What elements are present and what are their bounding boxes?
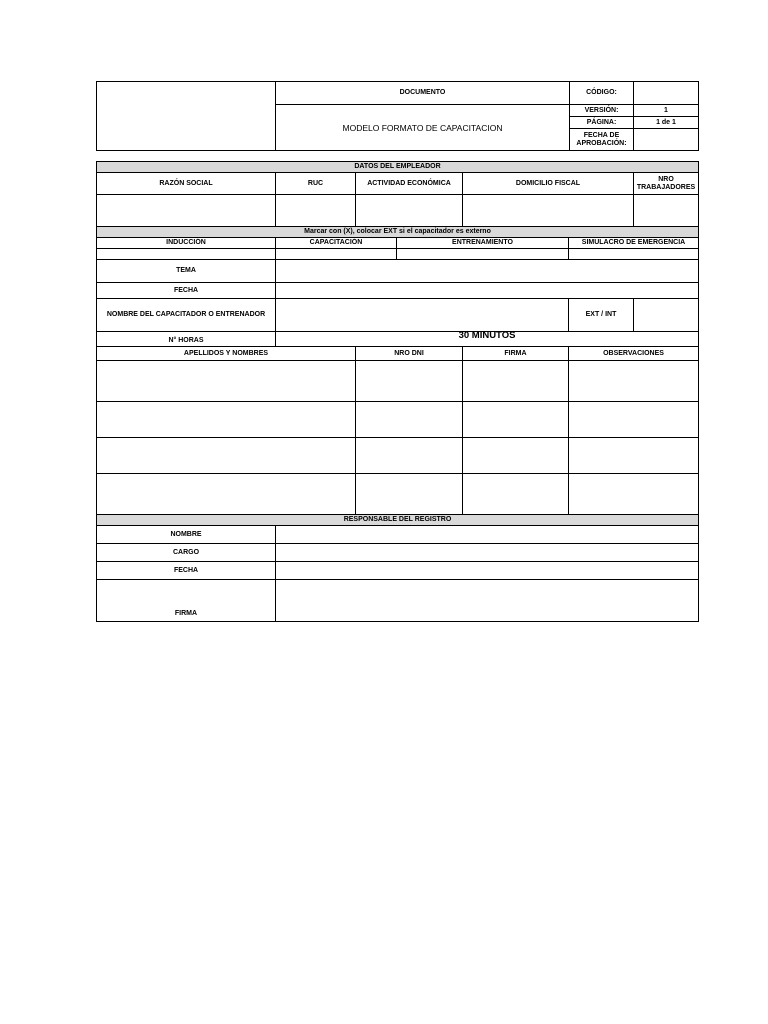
apellidos-nombres-field[interactable] <box>97 474 356 515</box>
domicilio-fiscal-header: DOMICILIO FISCAL <box>463 173 634 195</box>
pagina-label: PÁGINA: <box>570 117 634 129</box>
responsable-fecha-label: FECHA <box>97 562 276 580</box>
firma-field[interactable] <box>463 361 569 402</box>
responsable-firma-label: FIRMA <box>97 580 276 622</box>
actividad-economica-field[interactable] <box>356 195 463 227</box>
capacitacion-mark-field[interactable] <box>276 249 397 260</box>
responsable-firma-field[interactable] <box>276 580 699 622</box>
responsable-section-title: RESPONSABLE DEL REGISTRO <box>97 515 699 526</box>
firma-field[interactable] <box>463 402 569 438</box>
simulacro-option: SIMULACRO DE EMERGENCIA <box>569 238 699 249</box>
razon-social-header: RAZÓN SOCIAL <box>97 173 276 195</box>
capacitador-label: NOMBRE DEL CAPACITADOR O ENTRENADOR <box>97 299 276 332</box>
version-value: 1 <box>634 105 699 117</box>
observaciones-field[interactable] <box>569 438 699 474</box>
apellidos-nombres-field[interactable] <box>97 438 356 474</box>
fecha-aprobacion-label: FECHA DE APROBACIÓN: <box>570 129 634 151</box>
apellidos-nombres-field[interactable] <box>97 361 356 402</box>
tema-field[interactable] <box>276 260 699 283</box>
tema-label: TEMA <box>97 260 276 283</box>
logo-cell <box>97 82 276 151</box>
table-row <box>97 474 699 515</box>
domicilio-fiscal-field[interactable] <box>463 195 634 227</box>
version-label: VERSIÓN: <box>570 105 634 117</box>
empleador-section-title: DATOS DEL EMPLEADOR <box>97 162 699 173</box>
training-form-table <box>96 161 699 622</box>
responsable-nombre-label: NOMBRE <box>97 526 276 544</box>
training-form-sheet <box>96 81 698 622</box>
responsable-nombre-field[interactable] <box>276 526 699 544</box>
entrenamiento-option: ENTRENAMIENTO <box>397 238 569 249</box>
fecha-field[interactable] <box>276 283 699 299</box>
nro-dni-field[interactable] <box>356 402 463 438</box>
apellidos-nombres-header: APELLIDOS Y NOMBRES <box>97 347 356 361</box>
simulacro-mark-field[interactable] <box>569 249 699 260</box>
entrenamiento-mark-field[interactable] <box>397 249 569 260</box>
observaciones-field[interactable] <box>569 474 699 515</box>
nro-dni-header: NRO DNI <box>356 347 463 361</box>
pagina-value: 1 de 1 <box>634 117 699 129</box>
observaciones-field[interactable] <box>569 402 699 438</box>
document-title: MODELO FORMATO DE CAPACITACION <box>276 105 570 151</box>
ruc-header: RUC <box>276 173 356 195</box>
documento-label: DOCUMENTO <box>276 82 570 105</box>
observaciones-field[interactable] <box>569 361 699 402</box>
fecha-aprobacion-value <box>634 129 699 151</box>
nro-dni-field[interactable] <box>356 474 463 515</box>
horas-value: 30 MINUTOS <box>276 332 699 347</box>
codigo-label: CÓDIGO: <box>570 82 634 105</box>
ext-int-field[interactable] <box>634 299 699 332</box>
table-row <box>97 402 699 438</box>
razon-social-field[interactable] <box>97 195 276 227</box>
horas-label: N° HORAS <box>97 332 276 347</box>
responsable-cargo-field[interactable] <box>276 544 699 562</box>
nro-trabajadores-header: NRO TRABAJADORES <box>634 173 699 195</box>
responsable-cargo-label: CARGO <box>97 544 276 562</box>
codigo-value <box>634 82 699 105</box>
responsable-fecha-field[interactable] <box>276 562 699 580</box>
capacitacion-option: CAPACITACIÓN <box>276 238 397 249</box>
observaciones-header: OBSERVACIONES <box>569 347 699 361</box>
table-row <box>97 361 699 402</box>
nro-trabajadores-field[interactable] <box>634 195 699 227</box>
tipo-instruction: Marcar con (X), colocar EXT si el capacitador es externo <box>97 227 699 238</box>
ruc-field[interactable] <box>276 195 356 227</box>
document-header-table <box>96 81 699 151</box>
fecha-label: FECHA <box>97 283 276 299</box>
capacitador-field[interactable] <box>276 299 569 332</box>
apellidos-nombres-field[interactable] <box>97 402 356 438</box>
table-row <box>97 438 699 474</box>
firma-field[interactable] <box>463 438 569 474</box>
induccion-option: INDUCCIÓN <box>97 238 276 249</box>
nro-dni-field[interactable] <box>356 438 463 474</box>
nro-dni-field[interactable] <box>356 361 463 402</box>
ext-int-label: EXT / INT <box>569 299 634 332</box>
firma-header: FIRMA <box>463 347 569 361</box>
firma-field[interactable] <box>463 474 569 515</box>
induccion-mark-field[interactable] <box>97 249 276 260</box>
actividad-economica-header: ACTIVIDAD ECONÓMICA <box>356 173 463 195</box>
